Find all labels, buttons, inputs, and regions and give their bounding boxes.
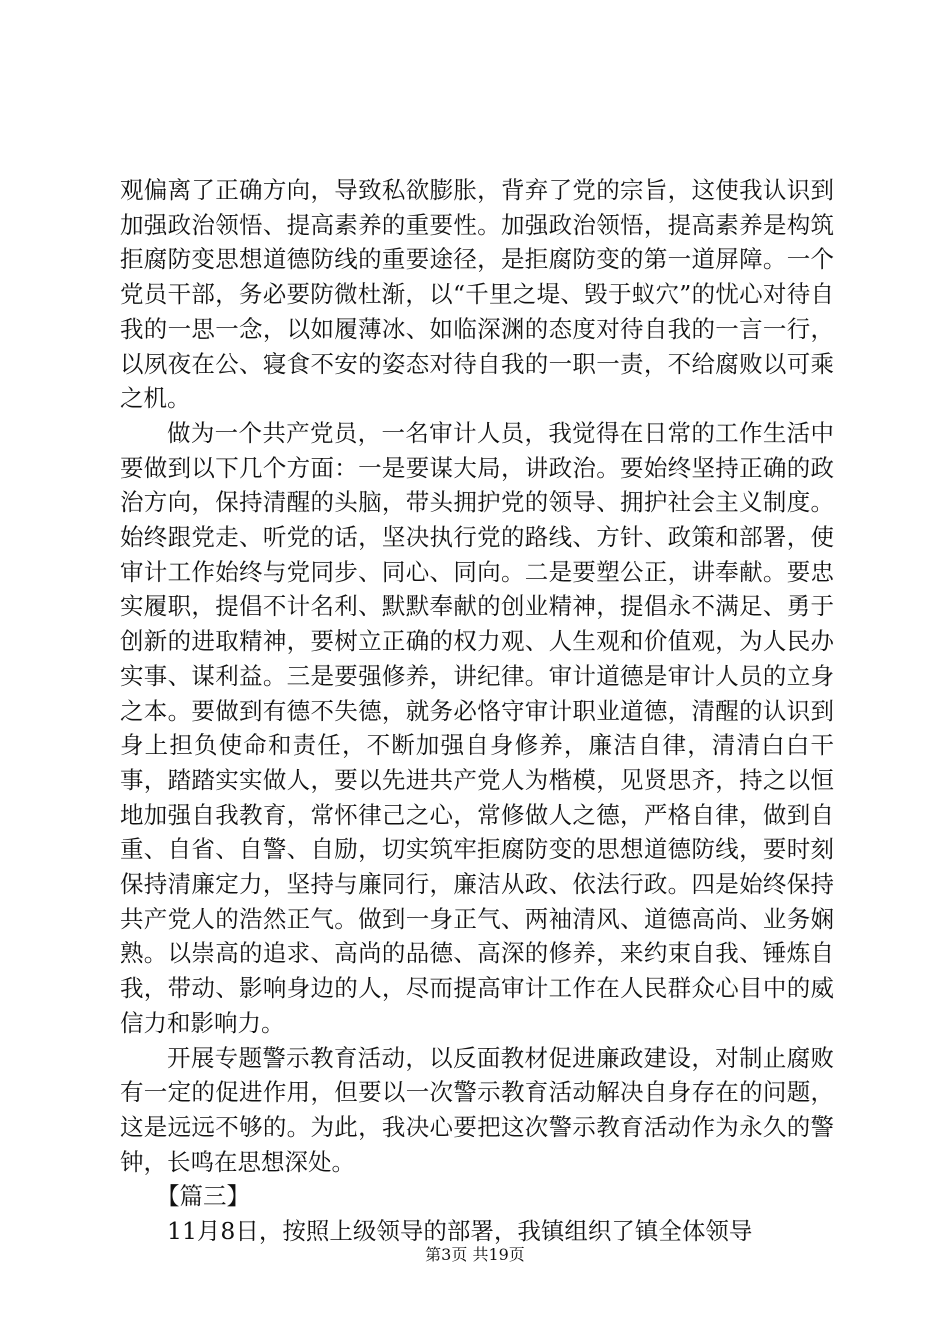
paragraph-duties: 做为一个共产党员，一名审计人员，我觉得在日常的工作生活中要做到以下几个方面：一是要谋大局，讲政治。要始终坚持正确的政治方向，保持清醒的头脑，带头拥护党的领导、拥护社会主义制度。始终跟党走、听党的话，坚决执行党的路线、方针、政策和部署，使审计工作始终与党同步、同心、同向。二是要塑公正，讲奉献。要忠实履职，提倡不计名利、默默奉献的创业精神，提倡永不满足、勇于创新的进取精神，要树立正确的权力观、人生观和价值观，为人民办实事、谋利益。三是要强修养，讲纪律。审计道德是审计人员的立身之本。要做到有德不失德，就务必恪守审计职业道德，清醒的认识到身上担负使命和责任，不断加强自身修养，廉洁自律，清清白白干事，踏踏实实做人，要以先进共产党人为楷模，见贤思齐，持之以恒地加强自我教育，常怀律己之心，常修做人之德，严格自律，做到自重、自省、自警、自励，切实筑牢拒腐防变的思想道德防线，要时刻保持清廉定力，坚持与廉同行，廉洁从政、依法行政。四是始终保持共产党人的浩然正气。做到一身正气、两袖清风、道德高尚、业务娴熟。以崇高的追求、高尚的品德、高深的修养，来约束自我、锤炼自我，带动、影响身边的人，尽而提高审计工作在人民群众心目中的威信力和影响力。 <box>120 418 834 1037</box>
paragraph-section-three: 11月8日，按照上级领导的部署，我镇组织了镇全体领导 <box>167 1217 753 1246</box>
paragraph-continuation: 观偏离了正确方向，导致私欲膨胀，背弃了党的宗旨，这使我认识到加强政治领悟、提高素养的重要性。加强政治领悟，提高素养是构筑拒腐防变思想道德防线的重要途径，是拒腐防变的第一道屏障。一个党员干部，务必要防微杜渐，以“千里之堤、毁于蚁穴”的忧心对待自我的一思一念，以如履薄冰、如临深渊的态度对待自我的一言一行，以夙夜在公、寝食不安的姿态对待自我的一职一责，不给腐败以可乘之机。 <box>120 176 834 413</box>
page-number-footer: 第3页 共19页 <box>425 1245 525 1264</box>
section-heading: 【篇三】 <box>156 1182 250 1211</box>
document-body <box>120 173 834 1249</box>
paragraph-conclusion: 开展专题警示教育活动，以反面教材促进廉政建设，对制止腐败有一定的促进作用，但要以一次警示教育活动解决自身存在的问题，这是远远不够的。为此，我决心要把这次警示教育活动作为永久的警钟，长鸣在思想深处。 <box>120 1043 834 1176</box>
